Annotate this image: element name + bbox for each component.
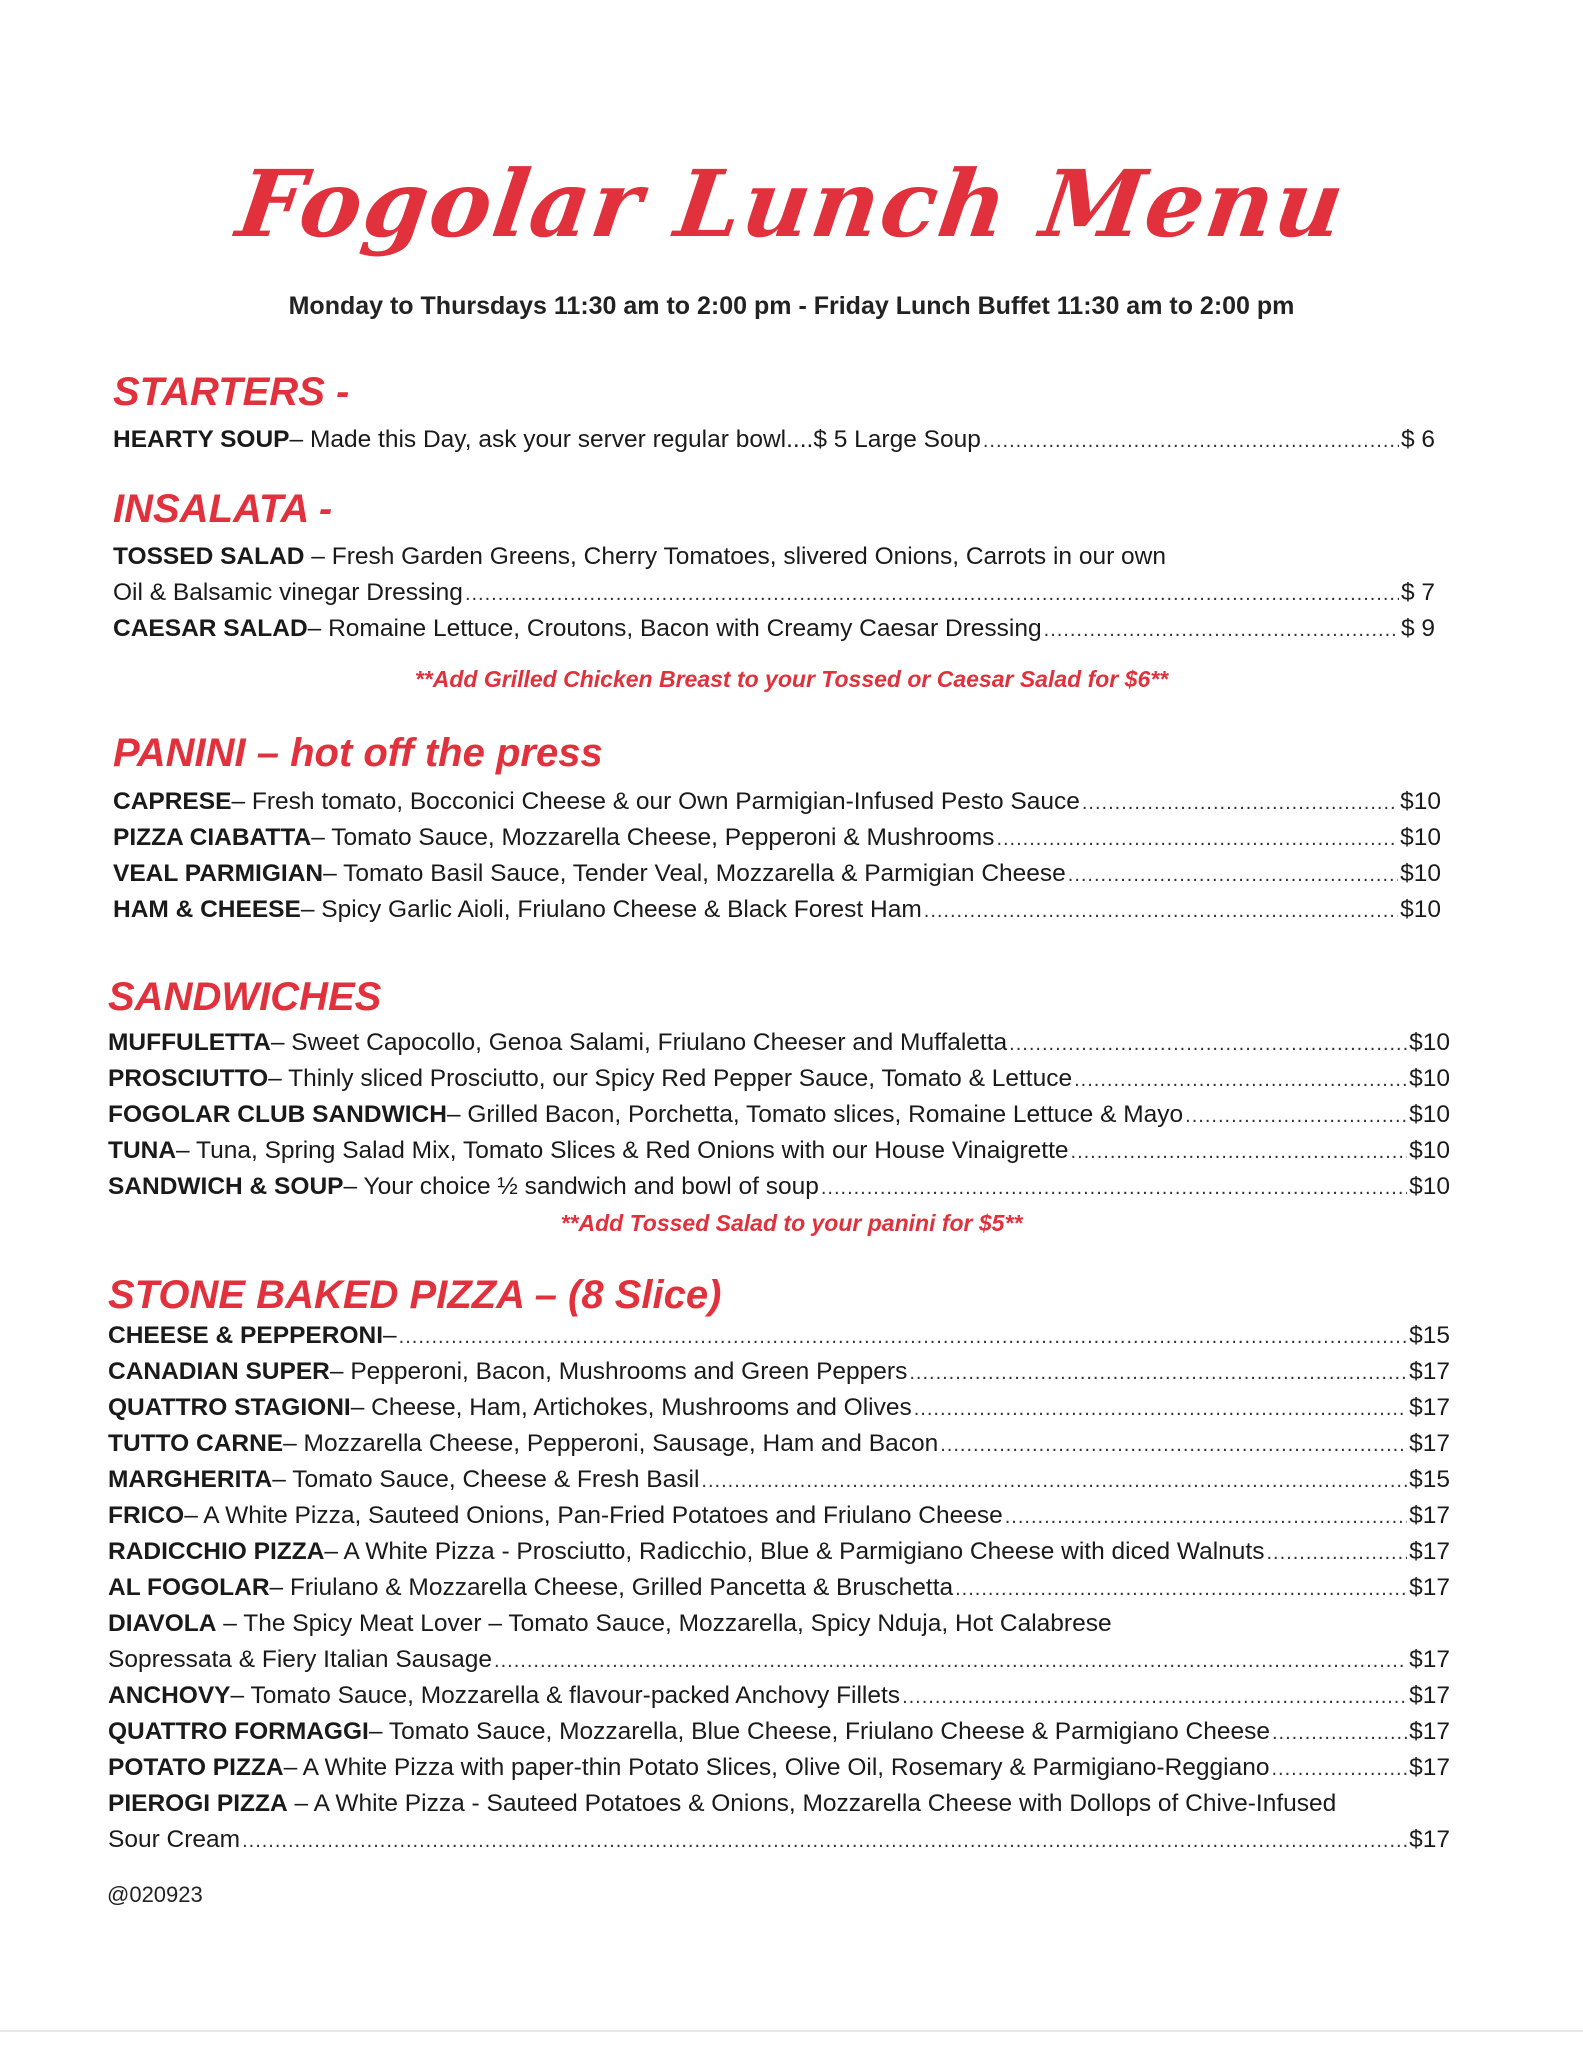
menu-item-sandwich-soup <box>108 1175 1450 1200</box>
item-name: ANCHOVY <box>108 1682 231 1709</box>
item-desc-continued: Oil & Balsamic vinegar Dressing <box>113 579 463 606</box>
menu-item-canadian-super <box>108 1360 1450 1385</box>
item-price: $17 <box>1409 1646 1450 1673</box>
menu-item-frico <box>108 1504 1450 1529</box>
item-price: $17 <box>1409 1430 1450 1457</box>
dot-leader <box>1005 1507 1407 1527</box>
salad-addon-note: **Add Grilled Chicken Breast to your Tossed or Caesar Salad for $6** <box>414 666 1169 692</box>
item-price: $10 <box>1409 1137 1450 1164</box>
item-name: DIAVOLA <box>108 1610 217 1637</box>
item-price: $17 <box>1409 1538 1450 1565</box>
dot-leader <box>996 829 1398 849</box>
dot-leader <box>909 1363 1407 1383</box>
item-name: MUFFULETTA <box>108 1029 271 1056</box>
menu-item-quattro-stagioni <box>108 1396 1450 1421</box>
item-price: $17 <box>1409 1358 1450 1385</box>
item-price: $10 <box>1400 860 1441 887</box>
item-desc: – Fresh Garden Greens, Cherry Tomatoes, slivered Onions, Carrots in our own <box>304 543 1166 570</box>
menu-item-tossed-salad-line1 <box>113 545 1166 570</box>
menu-item-hearty-soup <box>113 428 1435 453</box>
item-desc: – Tomato Basil Sauce, Tender Veal, Mozzarella & Parmigian Cheese <box>323 860 1066 887</box>
item-desc: – Fresh tomato, Bocconici Cheese & our Own Parmigian-Infused Pesto Sauce <box>231 788 1080 815</box>
dot-leader <box>399 1327 1407 1347</box>
menu-item-potato-pizza <box>108 1756 1450 1781</box>
dot-leader <box>1082 793 1398 813</box>
dot-leader <box>1074 1070 1407 1090</box>
dot-leader <box>494 1651 1407 1671</box>
item-desc: – Made this Day, ask your server regular bowl....$ 5 Large Soup <box>289 426 981 453</box>
item-name: VEAL PARMIGIAN <box>113 860 324 887</box>
item-desc: – A White Pizza - Prosciutto, Radicchio, Blue & Parmigiano Cheese with diced Walnuts <box>324 1538 1265 1565</box>
menu-item-tutto-carne <box>108 1432 1450 1457</box>
item-price: $17 <box>1409 1574 1450 1601</box>
dot-leader <box>902 1687 1407 1707</box>
section-title-panini: PANINI – hot off the press <box>113 731 603 775</box>
item-desc: – Tomato Sauce, Mozzarella & flavour-packed Anchovy Fillets <box>230 1682 901 1709</box>
menu-item-quattro-formaggi <box>108 1720 1450 1745</box>
section-title-sandwiches: SANDWICHES <box>108 975 382 1019</box>
menu-item-margherita <box>108 1468 1450 1493</box>
item-name: AL FOGOLAR <box>108 1574 270 1601</box>
item-price: $17 <box>1409 1826 1450 1853</box>
item-desc: – Mozzarella Cheese, Pepperoni, Sausage, Ham and Bacon <box>283 1430 939 1457</box>
item-price: $ 9 <box>1400 615 1435 642</box>
item-name: MARGHERITA <box>108 1466 273 1493</box>
menu-item-fogolar-club-sandwich <box>108 1103 1450 1128</box>
menu-item-cheese-pepperoni <box>108 1324 1450 1349</box>
dot-leader <box>1068 865 1398 885</box>
item-name: TUNA <box>108 1137 177 1164</box>
section-title-insalata: INSALATA - <box>113 487 333 531</box>
menu-item-diavola-line2 <box>108 1648 1450 1673</box>
item-desc: – Tomato Sauce, Mozzarella Cheese, Pepperoni & Mushrooms <box>311 824 995 851</box>
item-price: $17 <box>1409 1718 1450 1745</box>
panini-addon-note: **Add Tossed Salad to your panini for $5** <box>560 1210 1023 1236</box>
dot-leader <box>1272 1723 1407 1743</box>
menu-title: Fogolar Lunch Menu <box>230 150 1353 258</box>
item-desc: – A White Pizza, Sauteed Onions, Pan-Fried Potatoes and Friulano Cheese <box>184 1502 1003 1529</box>
dot-leader <box>465 584 1399 604</box>
item-name: PIEROGI PIZZA <box>108 1790 288 1817</box>
item-desc: – Tomato Sauce, Cheese & Fresh Basil <box>272 1466 700 1493</box>
item-desc: – Grilled Bacon, Porchetta, Tomato slices, Romaine Lettuce & Mayo <box>446 1101 1184 1128</box>
item-price: $10 <box>1400 896 1441 923</box>
item-desc: – Tuna, Spring Salad Mix, Tomato Slices & Red Onions with our House Vinaigrette <box>176 1137 1069 1164</box>
dot-leader <box>914 1399 1407 1419</box>
item-desc: – Spicy Garlic Aioli, Friulano Cheese & Black Forest Ham <box>300 896 922 923</box>
item-name: CHEESE & PEPPERONI <box>108 1322 384 1349</box>
item-name: TUTTO CARNE <box>108 1430 284 1457</box>
menu-item-tossed-salad-line2 <box>113 581 1435 606</box>
item-desc-continued: Sour Cream <box>108 1826 241 1853</box>
dot-leader <box>955 1579 1407 1599</box>
item-desc: – Thinly sliced Prosciutto, our Spicy Red Pepper Sauce, Tomato & Lettuce <box>268 1065 1073 1092</box>
item-desc: – Sweet Capocollo, Genoa Salami, Friulano Cheeser and Muffaletta <box>270 1029 1008 1056</box>
item-name: QUATTRO STAGIONI <box>108 1394 351 1421</box>
item-desc: – Cheese, Ham, Artichokes, Mushrooms and Olives <box>350 1394 912 1421</box>
dot-leader <box>1185 1106 1407 1126</box>
item-name: HEARTY SOUP <box>113 426 290 453</box>
item-name: PIZZA CIABATTA <box>113 824 312 851</box>
item-desc: – <box>383 1322 397 1349</box>
section-title-pizza: STONE BAKED PIZZA – (8 Slice) <box>108 1273 722 1317</box>
dot-leader <box>1044 620 1399 640</box>
hours-line: Monday to Thursdays 11:30 am to 2:00 pm - Friday Lunch Buffet 11:30 am to 2:00 pm <box>288 292 1295 320</box>
item-name: PROSCIUTTO <box>108 1065 269 1092</box>
item-price: $ 7 <box>1400 579 1435 606</box>
menu-item-ham-cheese <box>113 898 1441 923</box>
item-price: $10 <box>1409 1029 1450 1056</box>
dot-leader <box>1266 1543 1407 1563</box>
menu-item-pizza-ciabatta <box>113 826 1441 851</box>
item-price: $17 <box>1409 1754 1450 1781</box>
item-desc: – The Spicy Meat Lover – Tomato Sauce, Mozzarella, Spicy Nduja, Hot Calabrese <box>216 1610 1112 1637</box>
dot-leader <box>983 431 1399 451</box>
item-price: $10 <box>1409 1065 1450 1092</box>
dot-leader <box>1271 1759 1407 1779</box>
item-price: $15 <box>1409 1322 1450 1349</box>
version-code: @020923 <box>107 1882 203 1907</box>
dot-leader <box>1009 1034 1407 1054</box>
item-name: CANADIAN SUPER <box>108 1358 330 1385</box>
menu-item-caesar-salad <box>113 617 1435 642</box>
item-name: CAPRESE <box>113 788 232 815</box>
item-desc: – A White Pizza - Sauteed Potatoes & Onions, Mozzarella Cheese with Dollops of Chive-Infused <box>287 1790 1337 1817</box>
dot-leader <box>924 901 1398 921</box>
item-desc-continued: Sopressata & Fiery Italian Sausage <box>108 1646 493 1673</box>
dot-leader <box>940 1435 1407 1455</box>
item-desc: – Tomato Sauce, Mozzarella, Blue Cheese, Friulano Cheese & Parmigiano Cheese <box>368 1718 1270 1745</box>
item-price: $10 <box>1400 788 1441 815</box>
item-price: $17 <box>1409 1394 1450 1421</box>
item-price: $ 6 <box>1400 426 1435 453</box>
menu-item-caprese <box>113 790 1441 815</box>
menu-item-prosciutto <box>108 1067 1450 1092</box>
item-name: HAM & CHEESE <box>113 896 301 923</box>
item-desc: – A White Pizza with paper-thin Potato Slices, Olive Oil, Rosemary & Parmigiano-Reggiano <box>283 1754 1270 1781</box>
item-name: CAESAR SALAD <box>113 615 308 642</box>
dot-leader <box>242 1831 1407 1851</box>
menu-item-radicchio-pizza <box>108 1540 1450 1565</box>
item-desc: – Pepperoni, Bacon, Mushrooms and Green Peppers <box>329 1358 908 1385</box>
item-price: $10 <box>1409 1173 1450 1200</box>
menu-item-pierogi-pizza-line2 <box>108 1828 1450 1853</box>
dot-leader <box>1071 1142 1408 1162</box>
dot-leader <box>821 1178 1407 1198</box>
item-name: RADICCHIO PIZZA <box>108 1538 325 1565</box>
scan-artifact-divider <box>0 2030 1583 2032</box>
menu-item-anchovy <box>108 1684 1450 1709</box>
item-name: POTATO PIZZA <box>108 1754 284 1781</box>
item-price: $15 <box>1409 1466 1450 1493</box>
item-name: FOGOLAR CLUB SANDWICH <box>108 1101 447 1128</box>
item-name: TOSSED SALAD <box>113 543 305 570</box>
item-name: FRICO <box>108 1502 185 1529</box>
item-name: QUATTRO FORMAGGI <box>108 1718 369 1745</box>
item-desc: – Romaine Lettuce, Croutons, Bacon with Creamy Caesar Dressing <box>307 615 1042 642</box>
section-title-starters: STARTERS - <box>113 370 350 414</box>
item-desc: – Your choice ½ sandwich and bowl of soup <box>343 1173 819 1200</box>
item-price: $10 <box>1409 1101 1450 1128</box>
menu-item-veal-parmigian <box>113 862 1441 887</box>
menu-item-muffuletta <box>108 1031 1450 1056</box>
menu-item-al-fogolar <box>108 1576 1450 1601</box>
menu-item-pierogi-pizza-line1 <box>108 1792 1336 1817</box>
item-desc: – Friulano & Mozzarella Cheese, Grilled Pancetta & Bruschetta <box>269 1574 954 1601</box>
menu-item-diavola-line1 <box>108 1612 1112 1637</box>
item-price: $10 <box>1400 824 1441 851</box>
dot-leader <box>701 1471 1407 1491</box>
item-name: SANDWICH & SOUP <box>108 1173 344 1200</box>
item-price: $17 <box>1409 1682 1450 1709</box>
menu-item-tuna <box>108 1139 1450 1164</box>
item-price: $17 <box>1409 1502 1450 1529</box>
